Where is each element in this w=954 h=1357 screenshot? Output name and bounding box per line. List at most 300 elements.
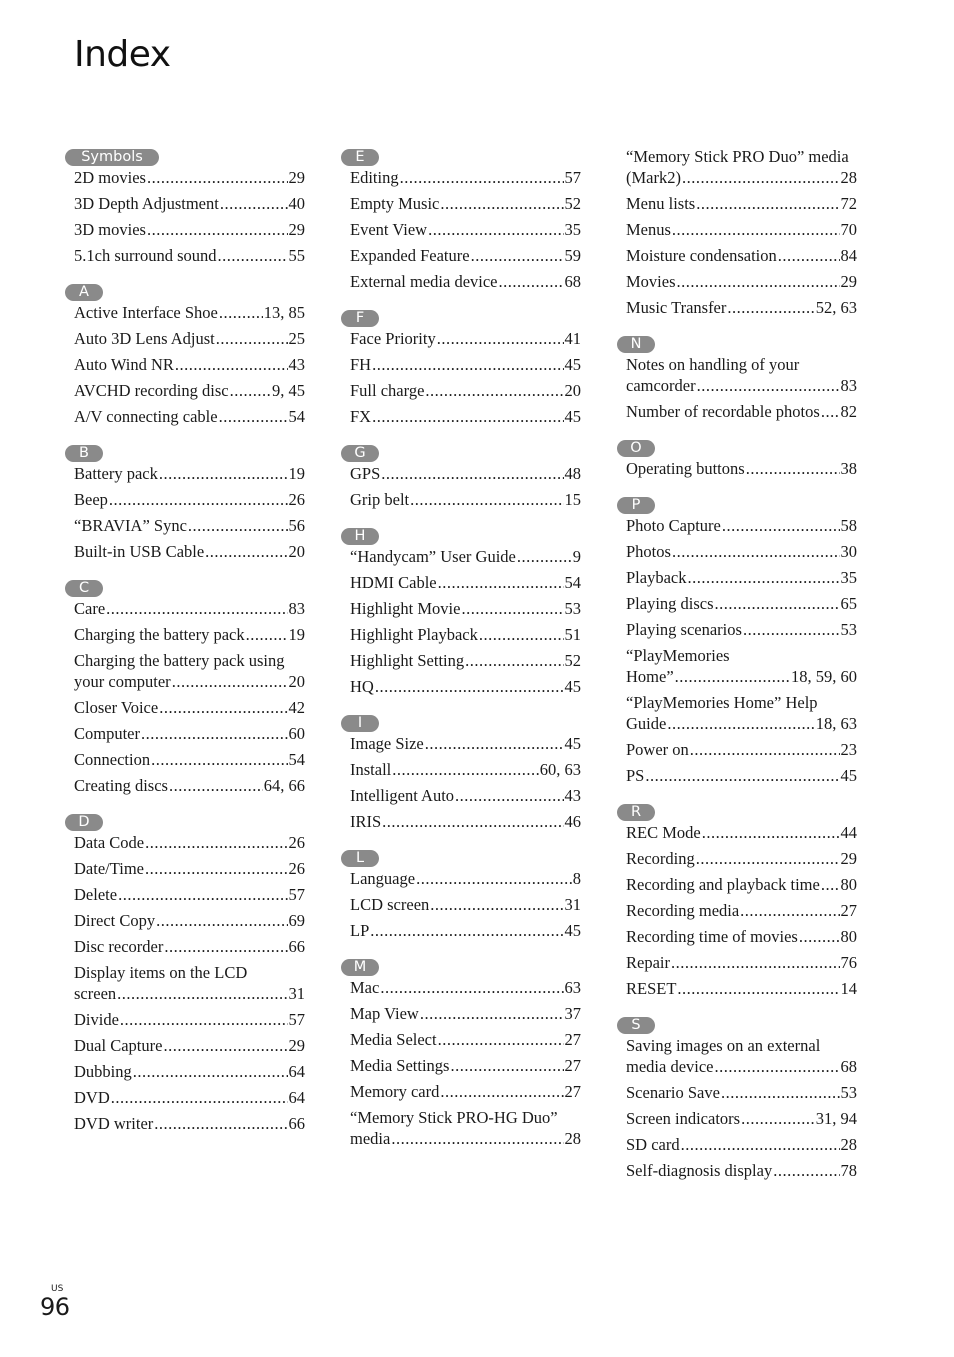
entry-term-line1: “Memory Stick PRO-HG Duo”	[350, 1108, 558, 1127]
page-reference: 25	[288, 329, 305, 348]
page-reference: 52, 63	[815, 298, 857, 317]
dot-leader	[746, 458, 840, 479]
index-entry	[617, 619, 857, 640]
dot-leader	[821, 874, 840, 895]
dot-leader	[499, 271, 564, 292]
index-entry	[341, 167, 581, 188]
entry-term: Dubbing	[74, 1062, 132, 1081]
entry-term: Empty Music	[350, 194, 440, 213]
entry-term: HQ	[350, 677, 374, 696]
index-entry	[341, 328, 581, 349]
entry-term: Beep	[74, 490, 108, 509]
index-entry	[341, 868, 581, 889]
index-entry	[65, 354, 305, 375]
index-entry	[65, 1113, 305, 1134]
index-entry	[65, 167, 305, 188]
page-reference: 48	[564, 464, 581, 483]
dot-leader	[163, 1035, 287, 1056]
dot-leader	[164, 936, 287, 957]
dot-leader	[416, 868, 572, 889]
dot-leader	[455, 785, 563, 806]
index-entry	[341, 759, 581, 780]
index-entry	[617, 952, 857, 973]
entry-term-line1: Display items on the LCD	[74, 963, 248, 982]
index-entry	[65, 697, 305, 718]
page-reference: 45	[564, 677, 581, 696]
page-reference: 45	[564, 407, 581, 426]
index-entry	[617, 401, 857, 422]
index-entry	[65, 775, 305, 796]
index-entry	[65, 832, 305, 853]
page-reference: 30	[840, 542, 857, 561]
index-entry	[65, 884, 305, 905]
index-section-r	[617, 799, 857, 999]
index-entry	[65, 489, 305, 510]
entry-term: SD card	[626, 1135, 680, 1154]
dot-leader	[372, 406, 563, 427]
index-section-f	[341, 305, 581, 427]
entry-term: 3D movies	[74, 220, 146, 239]
index-entry	[341, 463, 581, 484]
dot-leader	[141, 723, 288, 744]
index-entry	[341, 894, 581, 915]
page-reference: 29	[840, 272, 857, 291]
entry-term: LCD screen	[350, 895, 430, 914]
index-entry	[617, 692, 857, 734]
dot-leader	[246, 624, 288, 645]
page-reference: 31	[288, 984, 305, 1003]
index-entry	[65, 723, 305, 744]
dot-leader	[722, 515, 840, 536]
dot-leader	[450, 1055, 563, 1076]
entry-term: Language	[350, 869, 416, 888]
dot-leader	[799, 926, 840, 947]
index-section-d	[65, 809, 305, 1134]
dot-leader	[219, 406, 288, 427]
entry-term: Playing scenarios	[626, 620, 742, 639]
dot-leader	[821, 401, 840, 422]
section-letter-badge: C	[65, 580, 103, 597]
index-entry	[65, 463, 305, 484]
page-reference: 43	[564, 786, 581, 805]
page-reference: 72	[840, 194, 857, 213]
entry-term: Install	[350, 760, 392, 779]
page-reference: 29	[288, 1036, 305, 1055]
index-entry	[617, 567, 857, 588]
index-entry	[65, 406, 305, 427]
page-reference: 35	[840, 568, 857, 587]
page-reference: 51	[564, 625, 581, 644]
index-entry	[65, 328, 305, 349]
entry-term: Scenario Save	[626, 1083, 720, 1102]
entry-term: screen	[74, 984, 117, 1003]
page-reference: 20	[288, 672, 305, 691]
index-entry	[617, 219, 857, 240]
index-entry	[341, 245, 581, 266]
page-reference: 53	[840, 1083, 857, 1102]
index-entry	[65, 245, 305, 266]
index-entry	[65, 858, 305, 879]
entry-term: Menus	[626, 220, 671, 239]
dot-leader	[169, 775, 263, 796]
index-section-g	[341, 440, 581, 510]
entry-term: Recording time of movies	[626, 927, 798, 946]
index-entry	[341, 1029, 581, 1050]
dot-leader	[145, 832, 287, 853]
index-entry	[65, 936, 305, 957]
dot-leader	[410, 489, 563, 510]
entry-term: Data Code	[74, 833, 145, 852]
dot-leader	[479, 624, 564, 645]
dot-leader	[117, 983, 287, 1004]
dot-leader	[440, 1081, 563, 1102]
entry-term: Recording	[626, 849, 695, 868]
index-entry	[617, 874, 857, 895]
index-entry	[341, 219, 581, 240]
dot-leader	[697, 375, 840, 396]
entry-term: Intelligent Auto	[350, 786, 455, 805]
page-reference: 66	[288, 937, 305, 956]
dot-leader	[111, 1087, 288, 1108]
entry-term: (Mark2)	[626, 168, 681, 187]
index-entry	[617, 297, 857, 318]
entry-term: Memory card	[350, 1082, 440, 1101]
entry-term: LP	[350, 921, 370, 940]
page-reference: 84	[840, 246, 857, 265]
entry-term-line1: “Memory Stick PRO Duo” media	[626, 147, 849, 166]
page-reference: 42	[288, 698, 305, 717]
index-entry	[65, 541, 305, 562]
page-footer	[40, 1284, 70, 1320]
dot-leader	[216, 328, 288, 349]
index-entry	[341, 1003, 581, 1024]
index-entry	[341, 380, 581, 401]
entry-term-line1: Charging the battery pack using	[74, 651, 285, 670]
page-reference: 20	[564, 381, 581, 400]
section-letter-badge: I	[341, 715, 379, 732]
section-letter-badge: D	[65, 814, 103, 831]
index-entry	[341, 650, 581, 671]
entry-term: media	[350, 1129, 391, 1148]
index-entry	[65, 1009, 305, 1030]
entry-term: FH	[350, 355, 372, 374]
page-reference: 19	[288, 625, 305, 644]
dot-leader	[400, 167, 564, 188]
index-entry	[617, 541, 857, 562]
entry-term: Photos	[626, 542, 671, 561]
index-entry	[617, 739, 857, 760]
entry-term: “BRAVIA” Sync	[74, 516, 187, 535]
dot-leader	[147, 167, 288, 188]
page-reference: 27	[564, 1082, 581, 1101]
page-reference: 40	[288, 194, 305, 213]
section-letter-badge: H	[341, 528, 379, 545]
section-letter-badge: L	[341, 850, 379, 867]
dot-leader	[645, 765, 839, 786]
page-reference: 43	[288, 355, 305, 374]
index-section-i	[341, 710, 581, 832]
index-entry	[341, 489, 581, 510]
page-reference: 58	[840, 516, 857, 535]
index-entry	[341, 271, 581, 292]
dot-leader	[740, 900, 839, 921]
page-reference: 53	[840, 620, 857, 639]
entry-term: GPS	[350, 464, 381, 483]
section-letter-badge: R	[617, 804, 655, 821]
entry-term: External media device	[350, 272, 498, 291]
page-reference: 54	[288, 750, 305, 769]
section-letter-badge: O	[617, 440, 655, 457]
dot-leader	[696, 193, 839, 214]
entry-term: Playing discs	[626, 594, 714, 613]
entry-term: your computer	[74, 672, 171, 691]
entry-term: A/V connecting cable	[74, 407, 218, 426]
page-reference: 28	[840, 168, 857, 187]
index-entry	[341, 598, 581, 619]
page-reference: 18, 63	[815, 714, 857, 733]
page-reference: 13, 85	[263, 303, 305, 322]
entry-term: Photo Capture	[626, 516, 721, 535]
index-entry	[65, 1035, 305, 1056]
page-reference: 29	[840, 849, 857, 868]
dot-leader	[690, 739, 840, 760]
section-letter-badge: G	[341, 445, 379, 462]
entry-term: Expanded Feature	[350, 246, 470, 265]
index-entry	[617, 1160, 857, 1181]
index-entry	[617, 1035, 857, 1077]
index-entry	[617, 848, 857, 869]
dot-leader	[380, 977, 563, 998]
dot-leader	[681, 1134, 840, 1155]
dot-leader	[120, 1009, 288, 1030]
page-reference: 83	[288, 599, 305, 618]
dot-leader	[220, 193, 288, 214]
page-reference: 26	[288, 490, 305, 509]
dot-leader	[218, 245, 288, 266]
page-reference: 80	[840, 927, 857, 946]
dot-leader	[118, 884, 287, 905]
page-reference: 68	[564, 272, 581, 291]
entry-term: Date/Time	[74, 859, 144, 878]
dot-leader	[471, 245, 564, 266]
page-title: Index	[74, 34, 171, 75]
page-reference: 52	[564, 194, 581, 213]
section-letter-badge: B	[65, 445, 103, 462]
dot-leader	[721, 1082, 840, 1103]
dot-leader	[145, 858, 288, 879]
section-letter-badge: M	[341, 959, 379, 976]
index-entry	[65, 1087, 305, 1108]
dot-leader	[230, 380, 271, 401]
index-column-1	[65, 144, 305, 1147]
entry-term: Dual Capture	[74, 1036, 163, 1055]
entry-term: Full charge	[350, 381, 425, 400]
index-entry	[65, 624, 305, 645]
dot-leader	[375, 676, 564, 697]
page-reference: 9	[572, 547, 581, 566]
entry-term: Grip belt	[350, 490, 410, 509]
page-reference: 54	[288, 407, 305, 426]
index-section-l	[341, 845, 581, 941]
entry-term: REC Mode	[626, 823, 701, 842]
dot-leader	[428, 219, 563, 240]
dot-leader	[219, 302, 263, 323]
page-reference: 56	[288, 516, 305, 535]
page-reference: 60	[288, 724, 305, 743]
page-reference: 28	[564, 1129, 581, 1148]
entry-term: Home”	[626, 667, 674, 686]
index-entry	[341, 354, 581, 375]
entry-term: Care	[74, 599, 106, 618]
index-entry	[617, 271, 857, 292]
entry-term: Built-in USB Cable	[74, 542, 205, 561]
index-entry	[341, 572, 581, 593]
page-reference: 55	[288, 246, 305, 265]
dot-leader	[106, 598, 287, 619]
index-entry	[65, 1061, 305, 1082]
page-reference: 64	[288, 1088, 305, 1107]
page-reference: 53	[564, 599, 581, 618]
entry-term: Disc recorder	[74, 937, 164, 956]
index-entry	[341, 406, 581, 427]
dot-leader	[440, 193, 563, 214]
section-letter-badge: F	[341, 310, 379, 327]
index-entry	[341, 811, 581, 832]
index-entry	[617, 193, 857, 214]
page-reference: 35	[564, 220, 581, 239]
index-entry	[617, 1082, 857, 1103]
entry-term: Menu lists	[626, 194, 696, 213]
dot-leader	[438, 572, 564, 593]
entry-term: PS	[626, 766, 645, 785]
dot-leader	[437, 328, 564, 349]
index-entry	[65, 302, 305, 323]
dot-leader	[741, 1108, 815, 1129]
dot-leader	[372, 354, 563, 375]
dot-leader	[715, 1056, 840, 1077]
page-reference: 83	[840, 376, 857, 395]
page-reference: 38	[840, 459, 857, 478]
dot-leader	[682, 167, 840, 188]
dot-leader	[727, 297, 814, 318]
index-entry	[65, 910, 305, 931]
dot-leader	[109, 489, 288, 510]
section-letter-badge: A	[65, 284, 103, 301]
page-reference: 64, 66	[263, 776, 305, 795]
page-reference: 45	[564, 921, 581, 940]
page-reference: 45	[564, 734, 581, 753]
entry-term: AVCHD recording disc	[74, 381, 229, 400]
entry-term: Highlight Movie	[350, 599, 461, 618]
index-entry	[65, 598, 305, 619]
index-section-continued	[617, 146, 857, 318]
page-reference: 70	[840, 220, 857, 239]
page-reference: 54	[564, 573, 581, 592]
entry-term-line1: Saving images on an external	[626, 1036, 821, 1055]
entry-term: Number of recordable photos	[626, 402, 820, 421]
entry-term: Auto 3D Lens Adjust	[74, 329, 215, 348]
dot-leader	[205, 541, 287, 562]
entry-term: Image Size	[350, 734, 424, 753]
dot-leader	[151, 749, 287, 770]
page-reference: 45	[840, 766, 857, 785]
entry-term: Editing	[350, 168, 399, 187]
page-reference: 46	[564, 812, 581, 831]
index-entry	[617, 515, 857, 536]
entry-term: IRIS	[350, 812, 382, 831]
page-reference: 57	[288, 885, 305, 904]
entry-term: Closer Voice	[74, 698, 159, 717]
page-reference: 57	[288, 1010, 305, 1029]
dot-leader	[696, 848, 840, 869]
dot-leader	[677, 271, 840, 292]
page-reference: 8	[572, 869, 581, 888]
dot-leader	[159, 697, 287, 718]
entry-term-line1: “PlayMemories	[626, 646, 730, 665]
dot-leader	[675, 666, 790, 687]
dot-leader	[391, 1128, 563, 1149]
index-entry	[617, 822, 857, 843]
entry-term: Active Interface Shoe	[74, 303, 218, 322]
section-letter-badge: Symbols	[65, 149, 159, 166]
page-reference: 15	[564, 490, 581, 509]
dot-leader	[425, 380, 563, 401]
section-letter-badge: N	[617, 336, 655, 353]
index-entry	[341, 193, 581, 214]
dot-leader	[382, 811, 563, 832]
dot-leader	[156, 910, 287, 931]
page-reference: 68	[840, 1057, 857, 1076]
entry-term: 5.1ch surround sound	[74, 246, 217, 265]
dot-leader	[671, 952, 840, 973]
index-entry	[617, 458, 857, 479]
page-reference: 60, 63	[539, 760, 581, 779]
entry-term: Map View	[350, 1004, 419, 1023]
index-entry	[341, 1107, 581, 1149]
index-section-o	[617, 435, 857, 479]
entry-term: Media Settings	[350, 1056, 450, 1075]
entry-term: Recording media	[626, 901, 740, 920]
index-section-a	[65, 279, 305, 427]
dot-leader	[420, 1003, 564, 1024]
page-reference: 37	[564, 1004, 581, 1023]
dot-leader	[702, 822, 840, 843]
index-entry	[65, 193, 305, 214]
index-entry	[341, 624, 581, 645]
page-reference: 63	[564, 978, 581, 997]
dot-leader	[133, 1061, 288, 1082]
index-column-2	[341, 144, 581, 1162]
index-section-e	[341, 144, 581, 292]
entry-term: Repair	[626, 953, 670, 972]
entry-term: DVD	[74, 1088, 110, 1107]
dot-leader	[159, 463, 288, 484]
page-reference: 52	[564, 651, 581, 670]
entry-term: media device	[626, 1057, 714, 1076]
page-reference: 29	[288, 168, 305, 187]
page-reference: 27	[840, 901, 857, 920]
page-reference: 20	[288, 542, 305, 561]
index-section-symbols	[65, 144, 305, 266]
entry-term: Divide	[74, 1010, 119, 1029]
dot-leader	[465, 650, 563, 671]
page-reference: 66	[288, 1114, 305, 1133]
entry-term: Highlight Playback	[350, 625, 478, 644]
entry-term: RESET	[626, 979, 677, 998]
dot-leader	[517, 546, 572, 567]
dot-leader	[154, 1113, 287, 1134]
index-section-b	[65, 440, 305, 562]
